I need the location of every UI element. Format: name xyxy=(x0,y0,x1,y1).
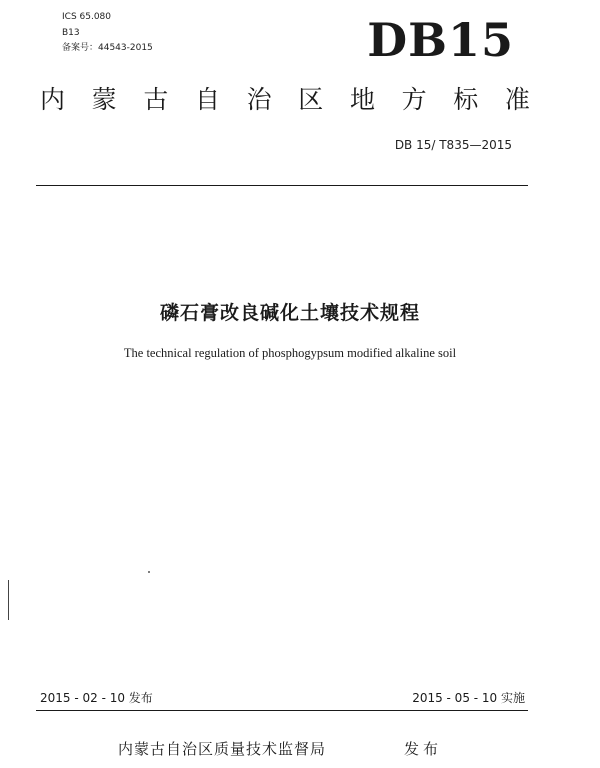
scan-speck xyxy=(148,571,150,573)
standard-type-char: 古 xyxy=(143,85,169,114)
ccs-code: B13 xyxy=(62,28,80,38)
standard-type-char: 区 xyxy=(298,85,324,114)
scan-edge-mark xyxy=(8,580,9,620)
standard-type-char: 准 xyxy=(504,85,530,114)
standard-number: DB 15/ T835—2015 xyxy=(394,138,512,152)
standard-type-char: 自 xyxy=(194,85,220,114)
standard-type-char: 地 xyxy=(349,85,375,114)
standard-type-heading xyxy=(40,84,530,116)
title-english: The technical regulation of phosphogypsum modified alkaline soil xyxy=(123,346,457,360)
ics-code: ICS 65.080 xyxy=(62,12,112,22)
implementation-date: 2015 - 05 - 10 实施 xyxy=(412,691,525,705)
top-divider xyxy=(36,185,528,186)
record-number: 备案号：44543-2015 xyxy=(62,43,153,53)
standard-type-char: 方 xyxy=(401,85,427,114)
issue-date: 2015 - 02 - 10 发布 xyxy=(40,691,153,705)
standard-type-char: 治 xyxy=(246,85,272,114)
standard-type-char: 蒙 xyxy=(91,85,117,114)
issue-action: 发布 xyxy=(404,740,443,758)
standard-type-char: 内 xyxy=(40,85,66,114)
db-standard-mark: DB15 xyxy=(367,13,514,67)
standard-type-char: 标 xyxy=(453,85,479,114)
bottom-divider xyxy=(36,710,528,711)
title-chinese: 磷石膏改良碱化土壤技术规程 xyxy=(159,302,420,324)
issuing-authority: 内蒙古自治区质量技术监督局 xyxy=(118,740,327,758)
